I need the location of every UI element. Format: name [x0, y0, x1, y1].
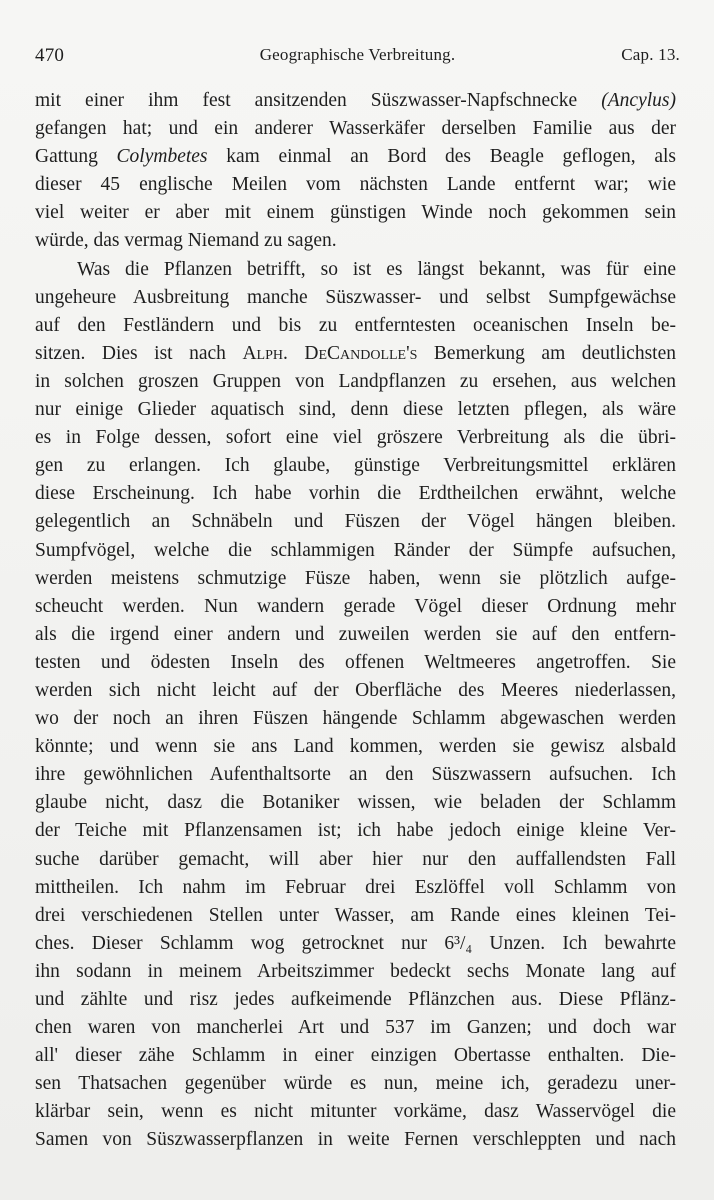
text-line: ihre gewöhnlichen Aufenthaltsorte an den Süszwassern aufsuchen. Ich: [35, 764, 676, 786]
text-line: suche darüber gemacht, will aber hier nur den auffallendsten Fall: [35, 848, 676, 870]
text-line: scheucht werden. Nun wandern gerade Vögel dieser Ordnung mehr: [35, 595, 676, 617]
text-line: Samen von Süszwasserpflanzen in weite Fernen verschleppten und nach: [35, 1129, 676, 1151]
text-line: und zählte und risz jedes aufkeimende Pflänzchen aus. Diese Pflänz-: [35, 989, 676, 1010]
text-line: sen Thatsachen gegenüber würde es nun, meine ich, geradezu uner-: [35, 1073, 676, 1095]
text-line: klärbar sein, wenn es nicht mitunter vorkäme, dasz Wasservögel die: [35, 1101, 676, 1123]
text-line: viel weiter er aber mit einem günstigen Winde noch gekommen sein: [35, 202, 676, 224]
running-title: Geographische Verbreitung.: [259, 45, 456, 64]
text-line: nur einige Glieder aquatisch sind, denn diese letzten pflegen, als wäre: [35, 399, 676, 421]
page-number: 470: [35, 45, 65, 66]
text-line: ihn sodann in meinem Arbeitszimmer bedeckt sechs Monate lang auf: [35, 960, 676, 982]
text-line: drei verschiedenen Stellen unter Wasser, am Rande eines kleinen Tei-: [35, 904, 676, 926]
text-line: gelegentlich an Schnäbeln und Füszen der Vögel hängen bleiben.: [35, 511, 676, 533]
text-line: sitzen. Dies ist nach Alph. DeCandolle's Bemerkung am deutlichsten: [35, 342, 676, 364]
text-line: ungeheure Ausbreitung manche Süszwasser- und selbst Sumpfgewächse: [35, 286, 676, 308]
text-line: Sumpfvögel, welche die schlammigen Ränder der Sümpfe aufsuchen,: [35, 539, 676, 561]
text-line: diese Erscheinung. Ich habe vorhin die Erdtheilchen erwähnt, welche: [35, 483, 676, 505]
text-line: Was die Pflanzen betrifft, so ist es längst bekannt, was für eine: [77, 258, 676, 280]
text-line: gen zu erlangen. Ich glaube, günstige Verbreitungsmittel erklären: [35, 455, 676, 477]
body-text: [35, 87, 676, 1155]
text-line: werden sich nicht leicht auf der Oberfläche des Meeres niederlassen,: [35, 679, 676, 701]
text-line: gefangen hat; und ein anderer Wasserkäfer derselben Familie aus der: [35, 118, 676, 140]
text-line: chen waren von mancherlei Art und 537 im Ganzen; und doch war: [35, 1017, 676, 1039]
text-line: wo der noch an ihren Füszen hängende Schlamm abgewaschen werden: [35, 708, 676, 730]
text-line: es in Folge dessen, sofort eine viel gröszere Verbreitung als die übri-: [35, 427, 676, 449]
text-line: ches. Dieser Schlamm wog getrocknet nur 6³/₄ Unzen. Ich bewahrte: [35, 932, 676, 954]
text-line: als die irgend einer andern und zuweilen werden sie auf den entfern-: [35, 623, 676, 645]
text-line: dieser 45 englische Meilen vom nächsten Lande entfernt war; wie: [35, 174, 676, 196]
text-line: mit einer ihm fest ansitzenden Süszwasser-Napfschnecke (Ancylus): [35, 90, 676, 111]
text-line: Gattung Colymbetes kam einmal an Bord des Beagle geflogen, als: [35, 146, 676, 168]
text-line: mittheilen. Ich nahm im Februar drei Eszlöffel voll Schlamm von: [35, 876, 676, 898]
text-line: in solchen groszen Gruppen von Landpflanzen zu ersehen, aus welchen: [35, 370, 676, 392]
text-line: glaube nicht, dasz die Botaniker wissen, wie beladen der Schlamm: [35, 792, 676, 814]
chapter-label: Cap. 13.: [621, 45, 680, 64]
text-line: auf den Festländern und bis zu entferntesten oceanischen Inseln be-: [35, 314, 676, 336]
text-line: würde, das vermag Niemand zu sagen.: [35, 230, 337, 252]
text-line: werden meistens schmutzige Füsze haben, wenn sie plötzlich aufge-: [35, 567, 676, 589]
text-line: testen und ödesten Inseln des offenen Weltmeeres angetroffen. Sie: [35, 651, 676, 673]
text-line: der Teiche mit Pflanzensamen ist; ich habe jedoch einige kleine Ver-: [35, 820, 676, 842]
page-header: [35, 45, 680, 69]
text-line: all' dieser zähe Schlamm in einer einzigen Obertasse enthalten. Die-: [35, 1045, 676, 1067]
text-line: könnte; und wenn sie ans Land kommen, werden sie gewisz alsbald: [35, 736, 676, 758]
